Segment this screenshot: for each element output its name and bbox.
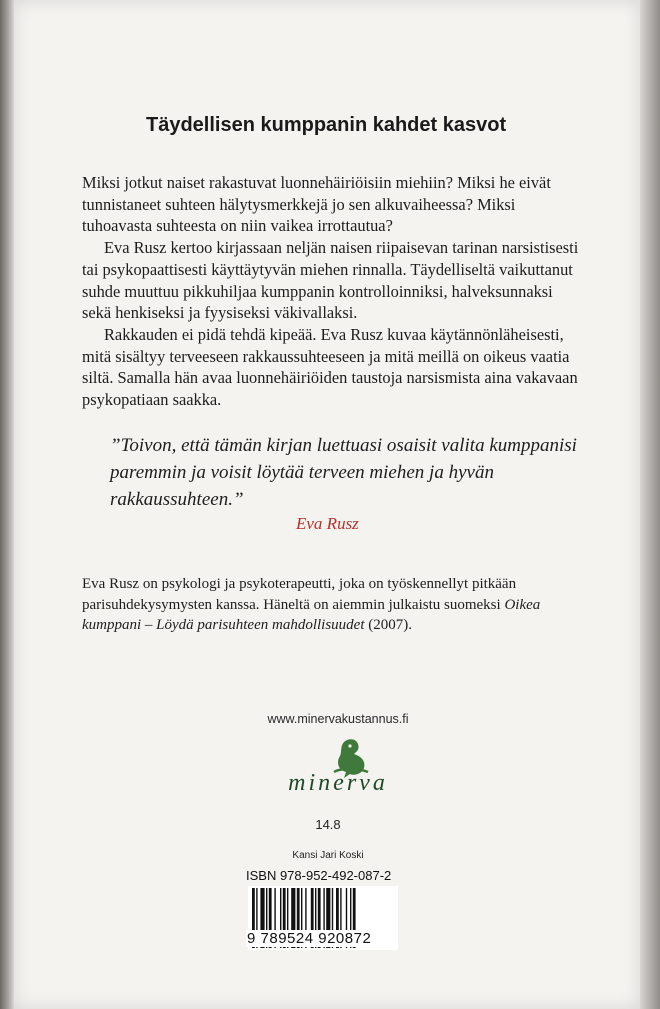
author-quote — [110, 432, 590, 513]
publisher-logo-text: minerva — [288, 770, 388, 796]
quote-author: Eva Rusz — [296, 514, 359, 533]
bio-previous-book-title: Oikea kumppani – Löydä parisuhteen mahdollisuudet — [82, 596, 541, 633]
bio-paragraph — [82, 574, 582, 636]
cover-edge — [640, 0, 660, 1009]
blurb-paragraph: Rakkauden ei pidä tehdä kipeää. Eva Rusz kuvaa käytännönläheisesti, mitä sisältyy terveeseen rakkaussuhteeseen ja mitä meillä on oikeus vaatia siltä. Samalla hän avaa luonnehäiriöiden taustoja narsismista aina vakavaan psykopatiaan saakka. — [82, 324, 578, 410]
blurb-paragraph: Eva Rusz kertoo kirjassaan neljän naisen riipaisevan tarinan narsistisesti tai psykopaattisesti käyttäytyvän miehen rinnalla. Täydelliseltä vaikuttanut suhde muuttuu pikkuhiljaa kumppanin kontrolloinniksi, halveksunnaksi sekä henkiseksi ja fyysiseksi väkivallaksi. — [82, 238, 579, 323]
cover-credit: Kansi Jari Koski — [292, 850, 364, 861]
barcode-digits-text: 9 789524 920872 — [247, 930, 372, 947]
blurb — [82, 172, 582, 411]
isbn: ISBN 978-952-492-087-2 — [246, 868, 392, 883]
price-code: 14.8 — [315, 817, 341, 832]
author-bio — [82, 574, 582, 636]
publisher-website[interactable]: www.minervakustannus.fi — [267, 712, 409, 726]
bio-previous-book-year: (2007). — [368, 617, 412, 633]
bio-text: Eva Rusz on psykologi ja psykoterapeutti, joka on työskennellyt pitkään parisuhdekysymysten kanssa. Häneltä on aiemmin julkaistu suomeksi — [82, 576, 517, 613]
book-title: Täydellisen kumppanin kahdet kasvot — [146, 114, 507, 136]
spine-shadow — [0, 0, 14, 1009]
quote-text: ”Toivon, että tämän kirjan luettuasi osaisit valita kumppanisi paremmin ja voisit löytää terveen miehen ja hyvän rakkaussuhteen.” — [110, 435, 577, 510]
barcode-digits — [246, 930, 402, 947]
blurb-paragraph: Miksi jotkut naiset rakastuvat luonnehäiriöisiin miehiin? Miksi he eivät tunnistaneet suhteen hälytysmerkkejä jo sen alkuvaiheessa? Miksi tuhoavasta suhteesta on niin vaikea irrottautua? — [82, 173, 551, 236]
